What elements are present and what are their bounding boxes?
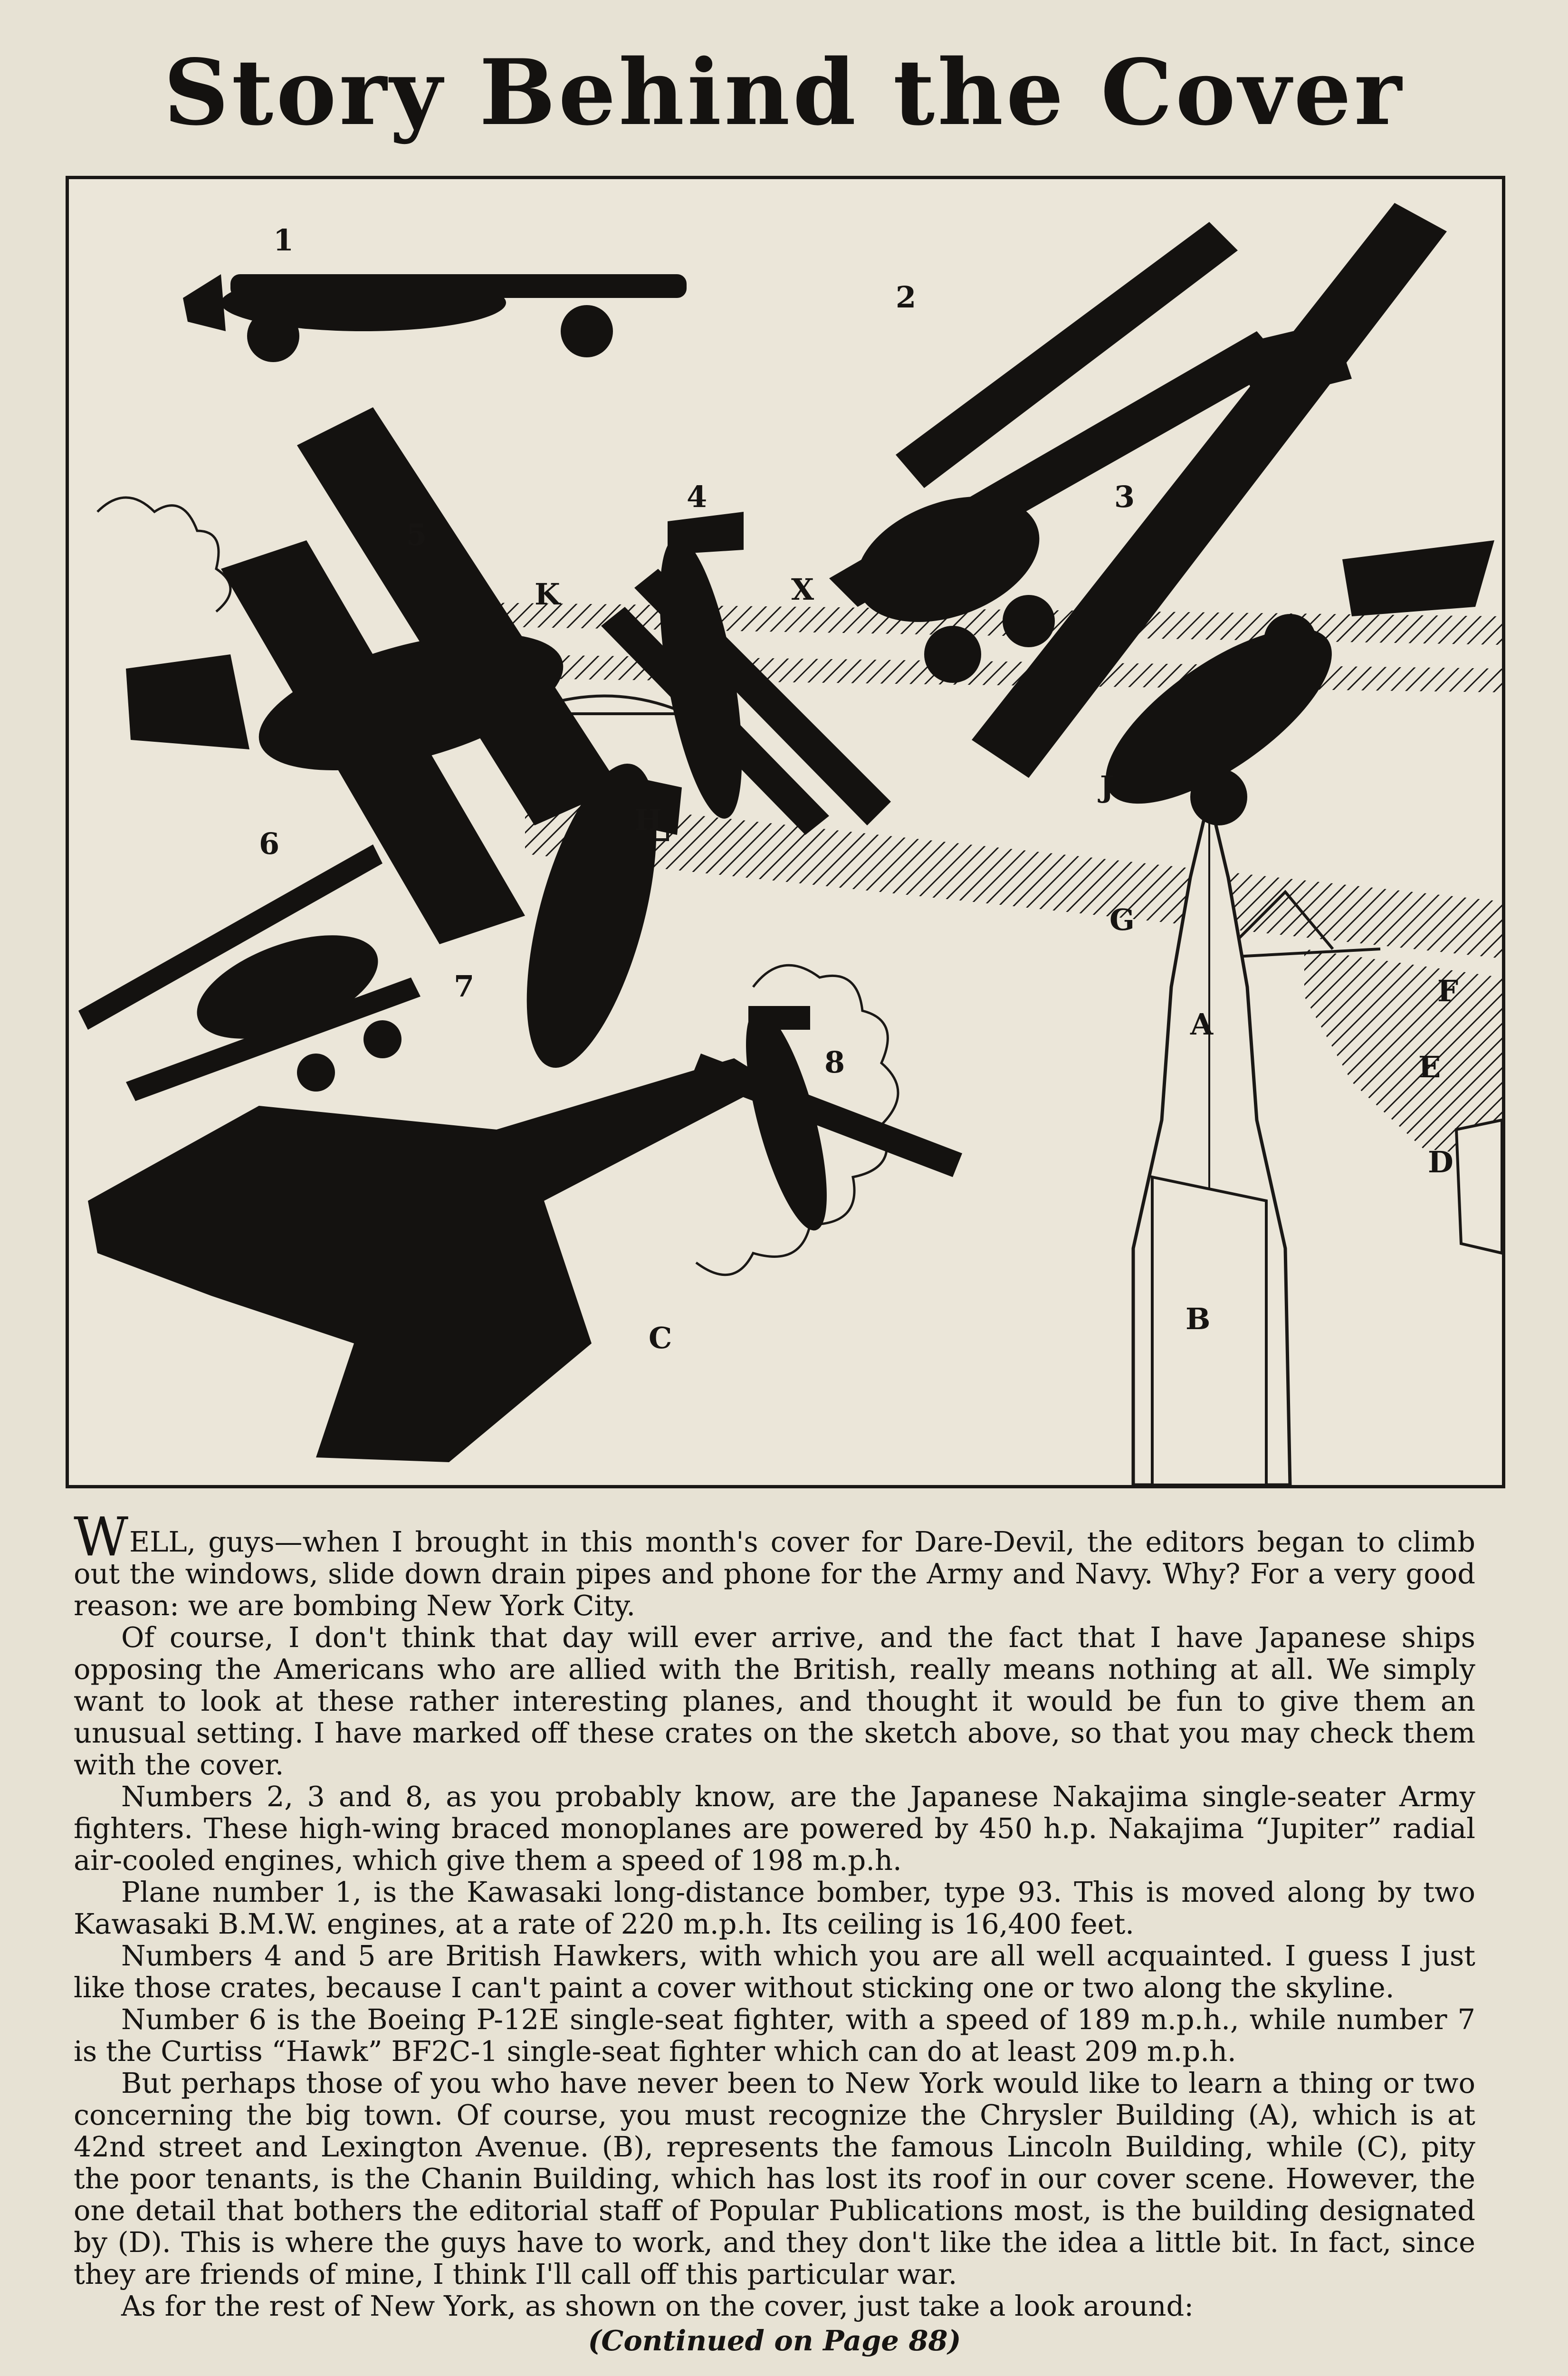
plane-1-kawasaki-bomber (183, 274, 687, 362)
page-title: Story Behind the Cover (163, 39, 1405, 145)
label-f: F (1437, 974, 1459, 1008)
label-plane-6: 6 (259, 826, 280, 861)
cover-sketch-illustration (66, 176, 1505, 1488)
label-x: X (791, 572, 814, 607)
label-j: J (1100, 769, 1114, 804)
article-body (74, 1506, 1475, 2357)
label-d: D (1428, 1145, 1453, 1179)
label-plane-7: 7 (454, 969, 475, 1004)
paragraph-3: Numbers 2, 3 and 8, as you probably know, are the Japanese Nakajima single-seater Army fighters. These high-wing braced monoplanes are powered by 450 h.p. Nakajima “Jupiter” radial air-cooled engines, which give them a speed of 198 m.p.h. (74, 1780, 1475, 1877)
label-c: C (649, 1321, 672, 1355)
label-k: K (535, 577, 560, 612)
paragraph-6: Number 6 is the Boeing P-12E single-seat fighter, with a speed of 189 m.p.h., while number 7 is the Curtiss “Hawk” BF2C-1 single-seat fighter which can do at least 209 m.p.h. (74, 2003, 1475, 2068)
label-b: B (1186, 1302, 1211, 1336)
plane-3-nakajima-fighter (972, 203, 1494, 835)
drop-cap: W (74, 1506, 129, 1568)
continued-note: (Continued on Page 88) (588, 2324, 961, 2357)
paragraph-2: Of course, I don't think that day will ever arrive, and the fact that I have Japanese ships opposing the Americans who are allied with the British, really means nothing at all. We simply want to look at these rather interesting planes, and thought it would be fun to give them an unusual setting. I have marked off these crates on the sketch above, so that you may check them with the cover. (74, 1621, 1475, 1781)
paragraph-5: Numbers 4 and 5 are British Hawkers, with which you are all well acquainted. I guess I just like those crates, because I can't paint a cover without sticking one or two along the skyline. (74, 1939, 1475, 2004)
paragraph-1-text: ELL, guys—when I brought in this month's cover for Dare-Devil, the editors began to climb out the windows, slide down drain pipes and phone for the Army and Navy. Why? For a very good reason: we are bombing New York City. (74, 1525, 1475, 1622)
paragraph-1 (74, 1506, 1475, 1622)
sketch-svg (69, 179, 1502, 1485)
label-e: E (1418, 1050, 1441, 1084)
label-h: H (634, 803, 662, 837)
label-plane-4: 4 (687, 479, 708, 514)
label-g: G (1109, 902, 1135, 937)
paragraph-7: But perhaps those of you who have never been to New York would like to learn a thing or two concerning the big town. Of course, you must recognize the Chrysler Building (A), which is at 42nd street and Lexington Avenue. (B), represents the famous Lincoln Building, while (C), pity the poor tenants, is the Chanin Building, which has lost its roof in our cover scene. However, the one detail that bothers the editorial staff of Popular Publications most, is the building designated by (D). This is where the guys have to work, and they don't like the idea a little bit. In fact, since they are friends of mine, I think I'll call off this particular war. (74, 2067, 1475, 2290)
plane-6-boeing-p12e (78, 844, 421, 1101)
label-plane-8: 8 (824, 1045, 845, 1080)
label-a: A (1190, 1007, 1214, 1042)
paragraph-8: As for the rest of New York, as shown on the cover, just take a look around: (121, 2290, 1194, 2322)
label-plane-5: 5 (406, 517, 427, 552)
plane-8-nakajima-fighter (691, 1003, 962, 1238)
paragraph-4: Plane number 1, is the Kawasaki long-distance bomber, type 93. This is moved along by two Kawasaki B.M.W. engines, at a rate of 220 m.p.h. Its ceiling is 16,400 feet. (74, 1876, 1475, 1940)
label-plane-2: 2 (896, 280, 917, 315)
label-plane-3: 3 (1114, 479, 1135, 514)
building-d (1456, 1120, 1502, 1253)
label-plane-1: 1 (273, 223, 294, 258)
